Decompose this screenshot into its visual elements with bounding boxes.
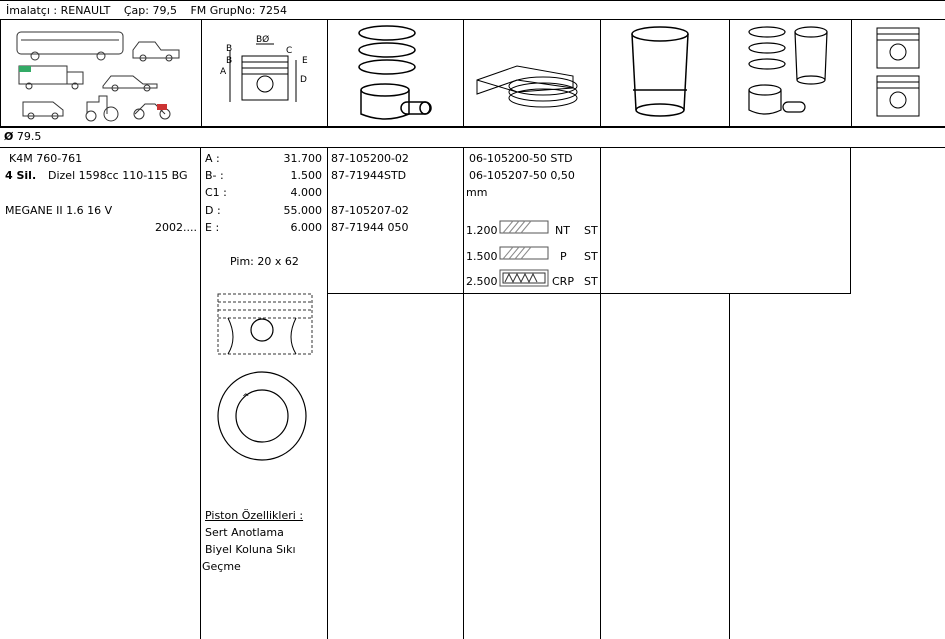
ring-type: P [560, 250, 567, 263]
diameter-row [0, 128, 945, 148]
feature-line: Sert Anotlama [205, 526, 284, 539]
diagram-label-a: A [220, 67, 227, 77]
ring-profile-p [499, 244, 549, 262]
diagram-label-b2: B [226, 56, 233, 66]
col-divider [729, 293, 730, 639]
ring-code-unit: mm [466, 186, 488, 199]
ring-width: 1.200 [466, 224, 498, 237]
vehicle-model: MEGANE II 1.6 16 V [5, 204, 113, 217]
header-bar [0, 0, 945, 20]
diagram-label-d: D [300, 75, 307, 85]
piston-rings-pin-icon [327, 20, 464, 127]
engine-spec: Dizel 1598cc 110-115 BG [48, 169, 188, 182]
feature-line: Geçme [202, 560, 241, 573]
dim-label: A : [205, 152, 220, 165]
ring-profile-crp [499, 268, 549, 288]
cylinder-count: 4 Sil. [5, 169, 37, 182]
dim-value: 31.700 [283, 152, 322, 165]
piston-section-icon [851, 20, 945, 127]
bore-label: Çap: 79,5 [123, 4, 177, 17]
feature-line: Biyel Koluna Sıkı [205, 543, 296, 556]
diameter-icon: Ø [4, 130, 14, 143]
row-divider [327, 293, 851, 294]
piston-dimension-diagram [200, 20, 328, 127]
piston-code: 87-71944 050 [331, 221, 409, 234]
liner-kit-icon [729, 20, 852, 127]
diagram-label-e: E [302, 56, 308, 66]
piston-code: 87-105200-02 [331, 152, 409, 165]
dim-label: E : [205, 221, 220, 234]
diagram-label-b1: B [226, 44, 233, 54]
dim-value: 4.000 [290, 186, 322, 199]
ring-set-box-icon [463, 20, 601, 127]
ring-profile-nt [499, 218, 549, 236]
dim-value: 55.000 [283, 204, 322, 217]
col-divider [600, 148, 601, 639]
ring-code: 06-105200-50 STD [469, 152, 573, 165]
ring-width: 1.500 [466, 250, 498, 263]
piston-code: 87-71944STD [331, 169, 407, 182]
col-divider [463, 148, 464, 639]
cylinder-liner-icon [600, 20, 730, 127]
dim-value: 6.000 [290, 221, 322, 234]
ring-std: ST [584, 250, 598, 263]
dim-value: 1.500 [290, 169, 322, 182]
piston-side-drawing [210, 288, 320, 488]
image-row [0, 20, 945, 128]
diameter-value: 79.5 [16, 130, 42, 143]
dim-label: C1 : [205, 186, 227, 199]
col-divider [327, 148, 328, 639]
ring-std: ST [584, 275, 598, 288]
pin-size: Pim: 20 x 62 [230, 255, 299, 268]
model-year: 2002.... [155, 221, 197, 234]
dim-label: B- : [205, 169, 224, 182]
diagram-label-c: C [286, 46, 293, 56]
svg-text:^: ^ [242, 393, 250, 403]
ring-std: ST [584, 224, 598, 237]
ring-type: CRP [552, 275, 574, 288]
vehicles-icon [0, 20, 202, 127]
col-divider [850, 148, 851, 293]
ring-type: NT [555, 224, 570, 237]
ring-width: 2.500 [466, 275, 498, 288]
group-label: FM GrupNo: 7254 [190, 4, 287, 17]
piston-code: 87-105207-02 [331, 204, 409, 217]
ring-code: 06-105207-50 0,50 [469, 169, 575, 182]
col-divider [200, 148, 201, 639]
diagram-label-bo: BØ [256, 35, 270, 45]
manufacturer-label: İmalatçı : RENAULT [6, 4, 111, 17]
engine-code: K4M 760-761 [9, 152, 83, 165]
features-title: Piston Özellikleri : [205, 509, 304, 522]
dim-label: D : [205, 204, 221, 217]
